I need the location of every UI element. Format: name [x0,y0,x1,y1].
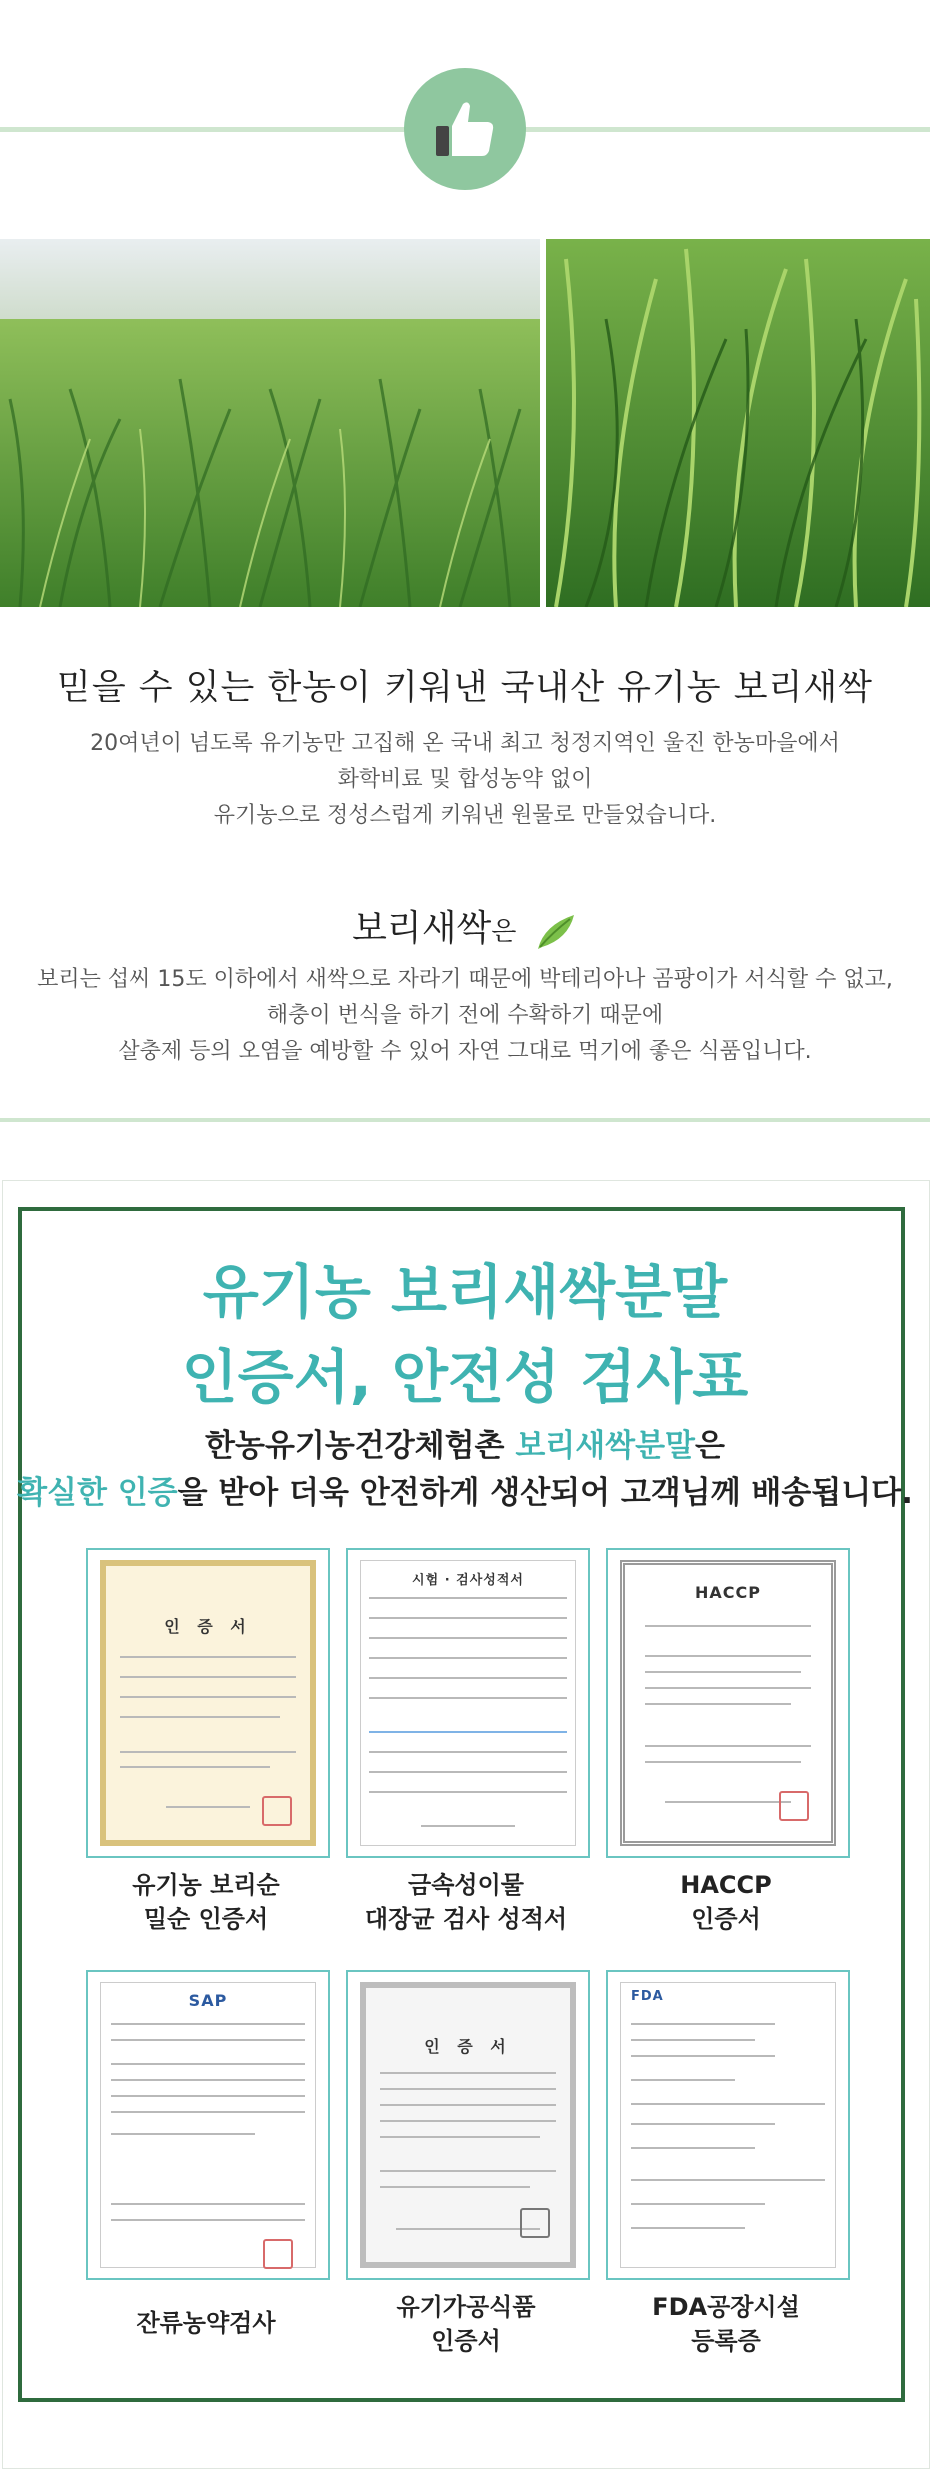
about-line-1: 보리는 섭씨 15도 이하에서 새싹으로 자라기 때문에 박테리아나 곰팡이가 서식할 수 없고, [37,967,893,992]
cert-card-metal-ecoli [346,1548,590,1858]
cert-caption-6-line-2: 등록증 [691,2327,761,2355]
intro-line-1: 20여년이 넘도록 유기농만 고집해 온 국내 최고 청정지역인 울진 한농마을에서 [90,731,840,756]
cert-desc-1-a: 한농유기농건강체험촌 [205,1428,516,1464]
intro-headline: 믿을 수 있는 한농이 키워낸 국내산 유기농 보리새싹 [57,668,873,708]
cert-caption-4-line-1: 잔류농약검사 [136,2309,276,2337]
about-title-text: 보리새싹 [352,908,492,949]
cert-card-fda [606,1970,850,2280]
cert-caption-2-line-1: 금속성이물 [408,1871,524,1899]
cert-card-haccp [606,1548,850,1858]
about-title-suffix: 은 [491,917,517,947]
cert-desc-line-2 [0,1467,930,1512]
cert-desc-2-highlight: 확실한 인증 [17,1475,178,1511]
barley-field-photo-closeup [546,239,930,607]
cert-desc-1-highlight: 보리새싹분말 [515,1428,695,1464]
about-line-2: 해충이 번식을 하기 전에 수확하기 때문에 [266,1003,664,1028]
cert-caption-6-line-1: FDA공장시설 [652,2293,800,2321]
about-line-3: 살충제 등의 오염을 예방할 수 있어 자연 그대로 먹기에 좋은 식품입니다. [118,1039,812,1064]
barley-field-photo-wide [0,239,540,607]
cert-desc-line-1 [0,1420,930,1465]
cert-card-doc-title: HACCP [695,1583,761,1602]
cert-caption-1-line-1: 유기농 보리순 [132,1871,280,1899]
cert-caption-3-line-2: 인증서 [691,1905,761,1933]
cert-caption-1-line-2: 밀순 인증서 [143,1905,269,1933]
cert-card-pesticide-residue [86,1970,330,2280]
leaf-icon [534,911,578,951]
section-divider [0,1118,930,1122]
cert-caption-3-line-1: HACCP [680,1871,772,1899]
thumbs-up-icon [432,96,498,162]
cert-caption-1 [66,1868,346,1936]
cert-card-doc-title: SAP [188,1991,228,2010]
about-title [0,900,930,951]
cert-card-doc-title: 인 증 서 [424,2037,512,2056]
cert-caption-6 [586,2290,866,2358]
cert-caption-5-line-1: 유기가공식품 [396,2293,536,2321]
cert-card-doc-title: 시험 · 검사성적서 [412,1573,524,1588]
cert-desc-2-b: 을 받아 더욱 안전하게 생산되어 고객님께 배송됩니다. [177,1475,913,1511]
cert-title-line-1: 유기농 보리새싹분말 [202,1258,728,1326]
cert-card-doc-title: 인 증 서 [164,1617,252,1636]
intro-line-2: 화학비료 및 합성농약 없이 [337,767,593,792]
cert-caption-2 [326,1868,606,1936]
cert-caption-4 [66,2306,346,2340]
thumbs-up-badge [404,68,526,190]
cert-desc-1-b: 은 [695,1428,725,1464]
intro-line-3: 유기농으로 정성스럽게 키워낸 원물로 만들었습니다. [213,803,717,828]
cert-caption-5-line-2: 인증서 [431,2327,501,2355]
cert-card-doc-title: FDA [631,1989,664,2004]
cert-caption-3 [586,1868,866,1936]
cert-caption-2-line-2: 대장균 검사 성적서 [364,1905,568,1933]
cert-title-line-2: 인증서, 안전성 검사표 [181,1343,749,1411]
cert-caption-5 [326,2290,606,2358]
cert-card-organic-barley [86,1548,330,1858]
cert-card-organic-processed [346,1970,590,2280]
